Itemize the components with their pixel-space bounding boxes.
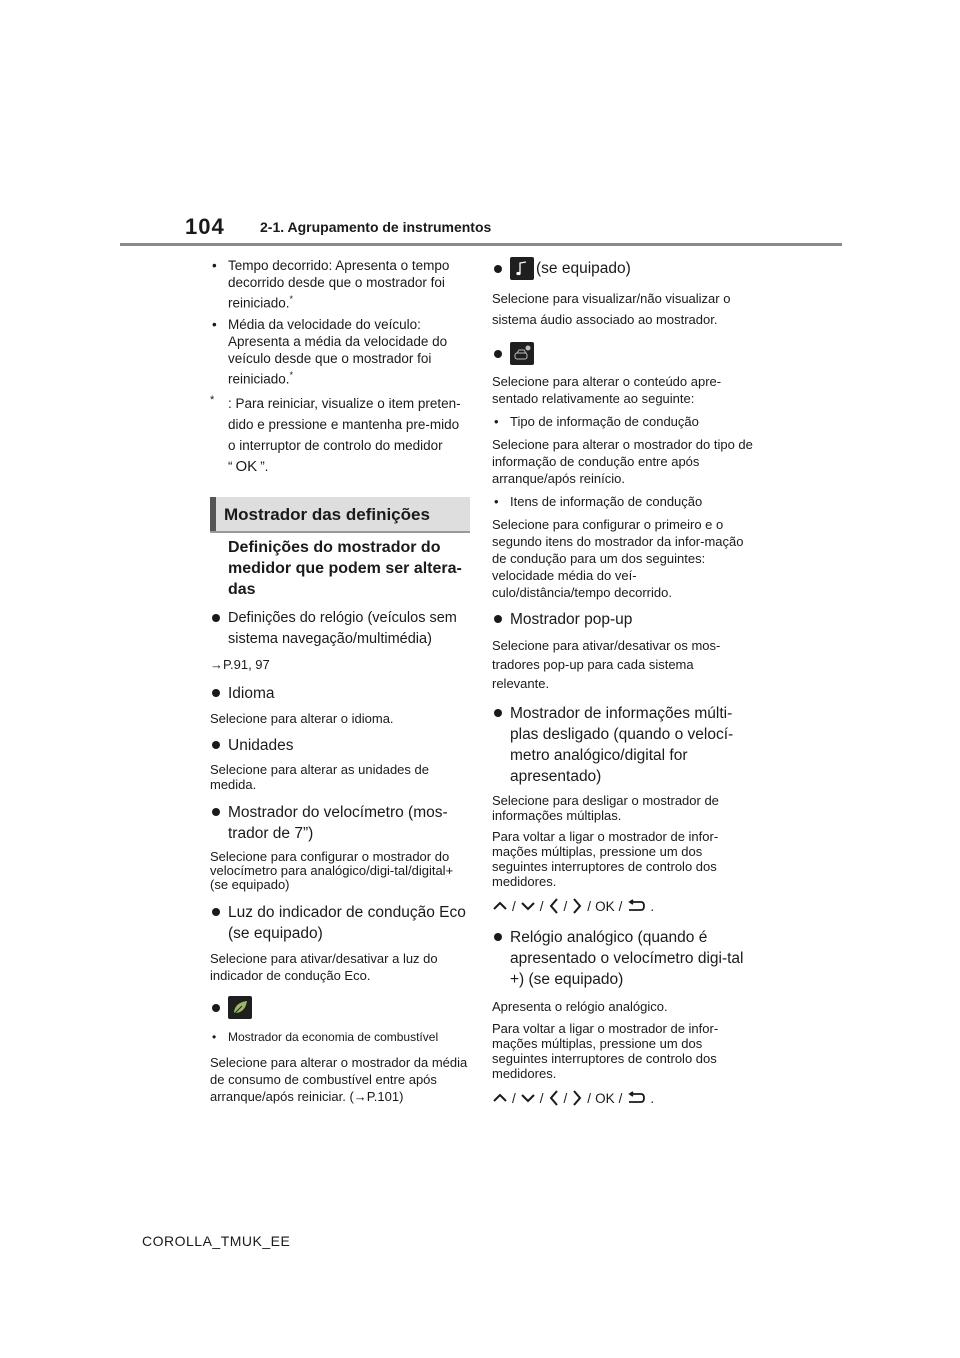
chevron-right-icon [571,897,583,915]
item-eco-indicator: Luz do indicador de condução Eco (se equipado) [210,902,470,944]
units-desc: Selecione para alterar as unidades de medida. [210,762,429,792]
item-clock-settings: Definições do relógio (veículos sem sistema navegação/multimédia) [210,608,470,650]
control-switches-row-1: / / / / OK / . [492,897,754,915]
reset-note: * : Para reiniciar, visualize o item preten-dido e pressione e mantenha pre-mido o interruptor de controlo do medidor “ OK ”. [210,394,461,475]
subheading: Definições do mostrador do medidor que podem ser altera-das [228,539,462,598]
ok-label: OK [595,1090,615,1106]
item-language: Idioma [210,683,470,704]
header-divider [120,243,842,246]
chevron-up-icon [492,1092,508,1104]
chevron-right-icon [571,1089,583,1107]
item-driving-info [492,342,754,365]
driving-info-type-bullet: • Tipo de informação de condução [492,413,754,430]
chevron-left-icon [548,897,560,915]
section-heading: Mostrador das definições [210,497,470,531]
left-column [210,257,470,1105]
ok-switch-label: OK [235,458,258,475]
bullet-elapsed-time: • Tempo decorrido: Apresenta o tempo decorrido desde que o mostrador foi reiniciado.* [210,257,470,312]
driving-info-items-desc: Selecione para configurar o primeiro e o segundo itens do mostrador da infor-mação de condução para um dos seguintes: velocidade média do veí-culo/distância/tempo decorrido. [492,517,744,600]
driving-info-type-desc: Selecione para alterar o mostrador do tipo de informação de condução entre após arranque/após reinício. [492,437,753,486]
multi-info-desc-2: Para voltar a ligar o mostrador de infor-mações múltiplas, pressione um dos seguintes interruptores de controlo dos medidores. [492,829,719,889]
driving-info-items-bullet: • Itens de informação de condução [492,493,754,510]
item-multi-info-off: Mostrador de informações múlti-plas desligado (quando o velocí-metro analógico/digital for apresentado) [492,703,754,787]
page-number: 104 [185,214,225,239]
control-switches-row-2: / / / / OK / . [492,1089,754,1107]
fuel-economy-bullet: • Mostrador da economia de combustível [210,1029,470,1046]
item-audio: (se equipado) [492,257,754,280]
item-analog-clock: Relógio analógico (quando é apresentado o velocímetro digi-tal +) (se equipado) [492,927,754,990]
leaf-icon [228,996,252,1019]
language-desc: Selecione para alterar o idioma. [210,711,394,726]
item-fuel-economy [210,996,470,1019]
item-speedometer: Mostrador do velocímetro (mos-trador de 7”) [210,802,470,844]
car-info-icon [510,342,534,365]
popup-desc: Selecione para ativar/desativar os mos-tradores pop-up para cada sistema relevante. [492,638,721,691]
analog-clock-desc-1: Apresenta o relógio analógico. [492,999,668,1014]
analog-clock-desc-2: Para voltar a ligar o mostrador de infor-mações múltiplas, pressione um dos seguintes interruptores de controlo dos medidores. [492,1021,719,1081]
chevron-down-icon [520,1092,536,1104]
multi-info-desc-1: Selecione para desligar o mostrador de informações múltiplas. [492,793,719,823]
fuel-economy-desc: Selecione para alterar o mostrador da média de consumo de combustível entre após arranque/após reiniciar. (→P.101) [210,1055,468,1104]
chevron-left-icon [548,1089,560,1107]
eco-desc: Selecione para ativar/desativar a luz do indicador de condução Eco. [210,951,438,983]
section-heading-underline [210,531,470,533]
chevron-up-icon [492,900,508,912]
right-column [492,257,754,1107]
chevron-down-icon [520,900,536,912]
bullet-average-speed: • Média da velocidade do veículo: Apresenta a média da velocidade do veículo desde que o mostrador foi reiniciado.* [210,316,470,388]
driving-info-desc: Selecione para alterar o conteúdo apre-sentado relativamente ao seguinte: [492,374,722,406]
footer-model-code: COROLLA_TMUK_EE [142,1233,291,1249]
section-title: 2-1. Agrupamento de instrumentos [260,219,492,235]
speedometer-desc: Selecione para configurar o mostrador do velocímetro para analógico/digi-tal/digital+ (se equipado) [210,849,454,892]
audio-desc: Selecione para visualizar/não visualizar o sistema áudio associado ao mostrador. [492,291,731,327]
item-units: Unidades [210,735,470,756]
ok-label: OK [595,898,615,914]
clock-reference: →P.91, 97 [210,657,270,672]
item-popup: Mostrador pop-up [492,609,754,630]
back-icon [626,1091,646,1105]
back-icon [626,899,646,913]
music-note-icon [510,257,534,280]
